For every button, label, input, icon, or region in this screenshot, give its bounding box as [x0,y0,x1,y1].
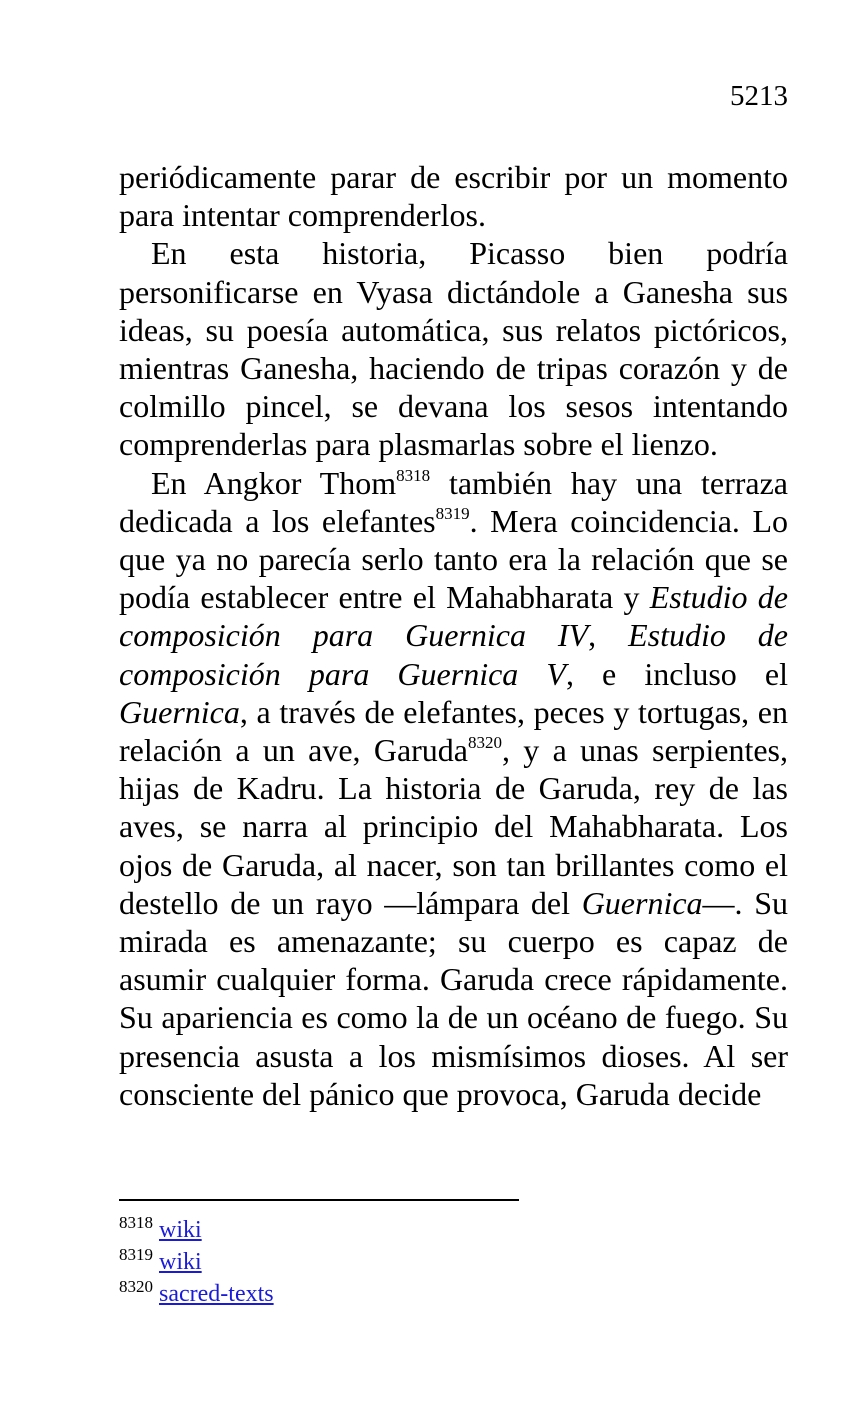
artwork-title: Guernica [119,693,240,730]
footnote-ref-8320[interactable]: 8320 [468,733,503,753]
text-segment: , a través de elefantes, peces y tortugas, en relación a un ave, Garuda [119,693,788,769]
footnote-ref-8319[interactable]: 8319 [435,503,470,523]
footnote-link[interactable]: wiki [159,1249,202,1275]
body-text [119,158,788,1113]
footnote-link[interactable]: sacred-texts [159,1281,274,1307]
footnote-link[interactable]: wiki [159,1217,202,1243]
paragraph-1: periódicamente parar de escribir por un momento para intentar comprenderlos. [119,159,788,234]
text-segment: . Mera coincidencia. Lo que ya no parecía serlo tanto era la relación que se podía establecer entre el Mahabharata y [119,502,789,616]
footnote-divider [119,1199,519,1201]
text-segment: En Angkor Thom [151,464,397,501]
footnote-number: 8318 [119,1213,153,1232]
footnotes [119,1214,719,1310]
text-segment: también hay una terraza dedicada a los elefantes [119,464,789,539]
text-segment: , e incluso el [565,655,788,692]
footnote-item [119,1278,719,1310]
artwork-title: Estudio de composición para Guernica V [119,617,789,692]
footnote-number: 8319 [119,1245,153,1264]
text-segment: —. Su mirada es amenazante; su cuerpo es capaz de asumir cualquier forma. Garuda crece rápidamente. Su apariencia es como la de un océano de fuego. Su presencia asusta a los mismísimos dioses. Al ser consciente del pánico que provoca, Garuda decide [119,884,789,1112]
artwork-title: Guernica [581,884,703,921]
footnote-number: 8320 [119,1277,153,1296]
text-segment: , y a unas serpientes, hijas de Kadru. La historia de Garuda, rey de las aves, se narra al principio del Mahabharata. Los ojos de Garuda, al nacer, son tan brillantes como el destello de un rayo —lámpara del [119,732,789,921]
artwork-title: Estudio de composición para Guernica IV [119,579,789,654]
text-segment: , [588,617,629,654]
footnote-ref-8318[interactable]: 8318 [396,465,431,485]
footnote-item [119,1246,719,1278]
paragraph-2: En esta historia, Picasso bien podría personificarse en Vyasa dictándole a Ganesha sus ideas, su poesía automática, sus relatos pictóricos, mientras Ganesha, haciendo de tripas corazón y de colmillo pincel, se devana los sesos intentando comprenderlas para plasmarlas sobre el lienzo. [119,235,788,463]
page-number: 5213 [730,80,788,112]
paragraph-3 [119,464,788,1113]
footnote-item [119,1214,719,1246]
